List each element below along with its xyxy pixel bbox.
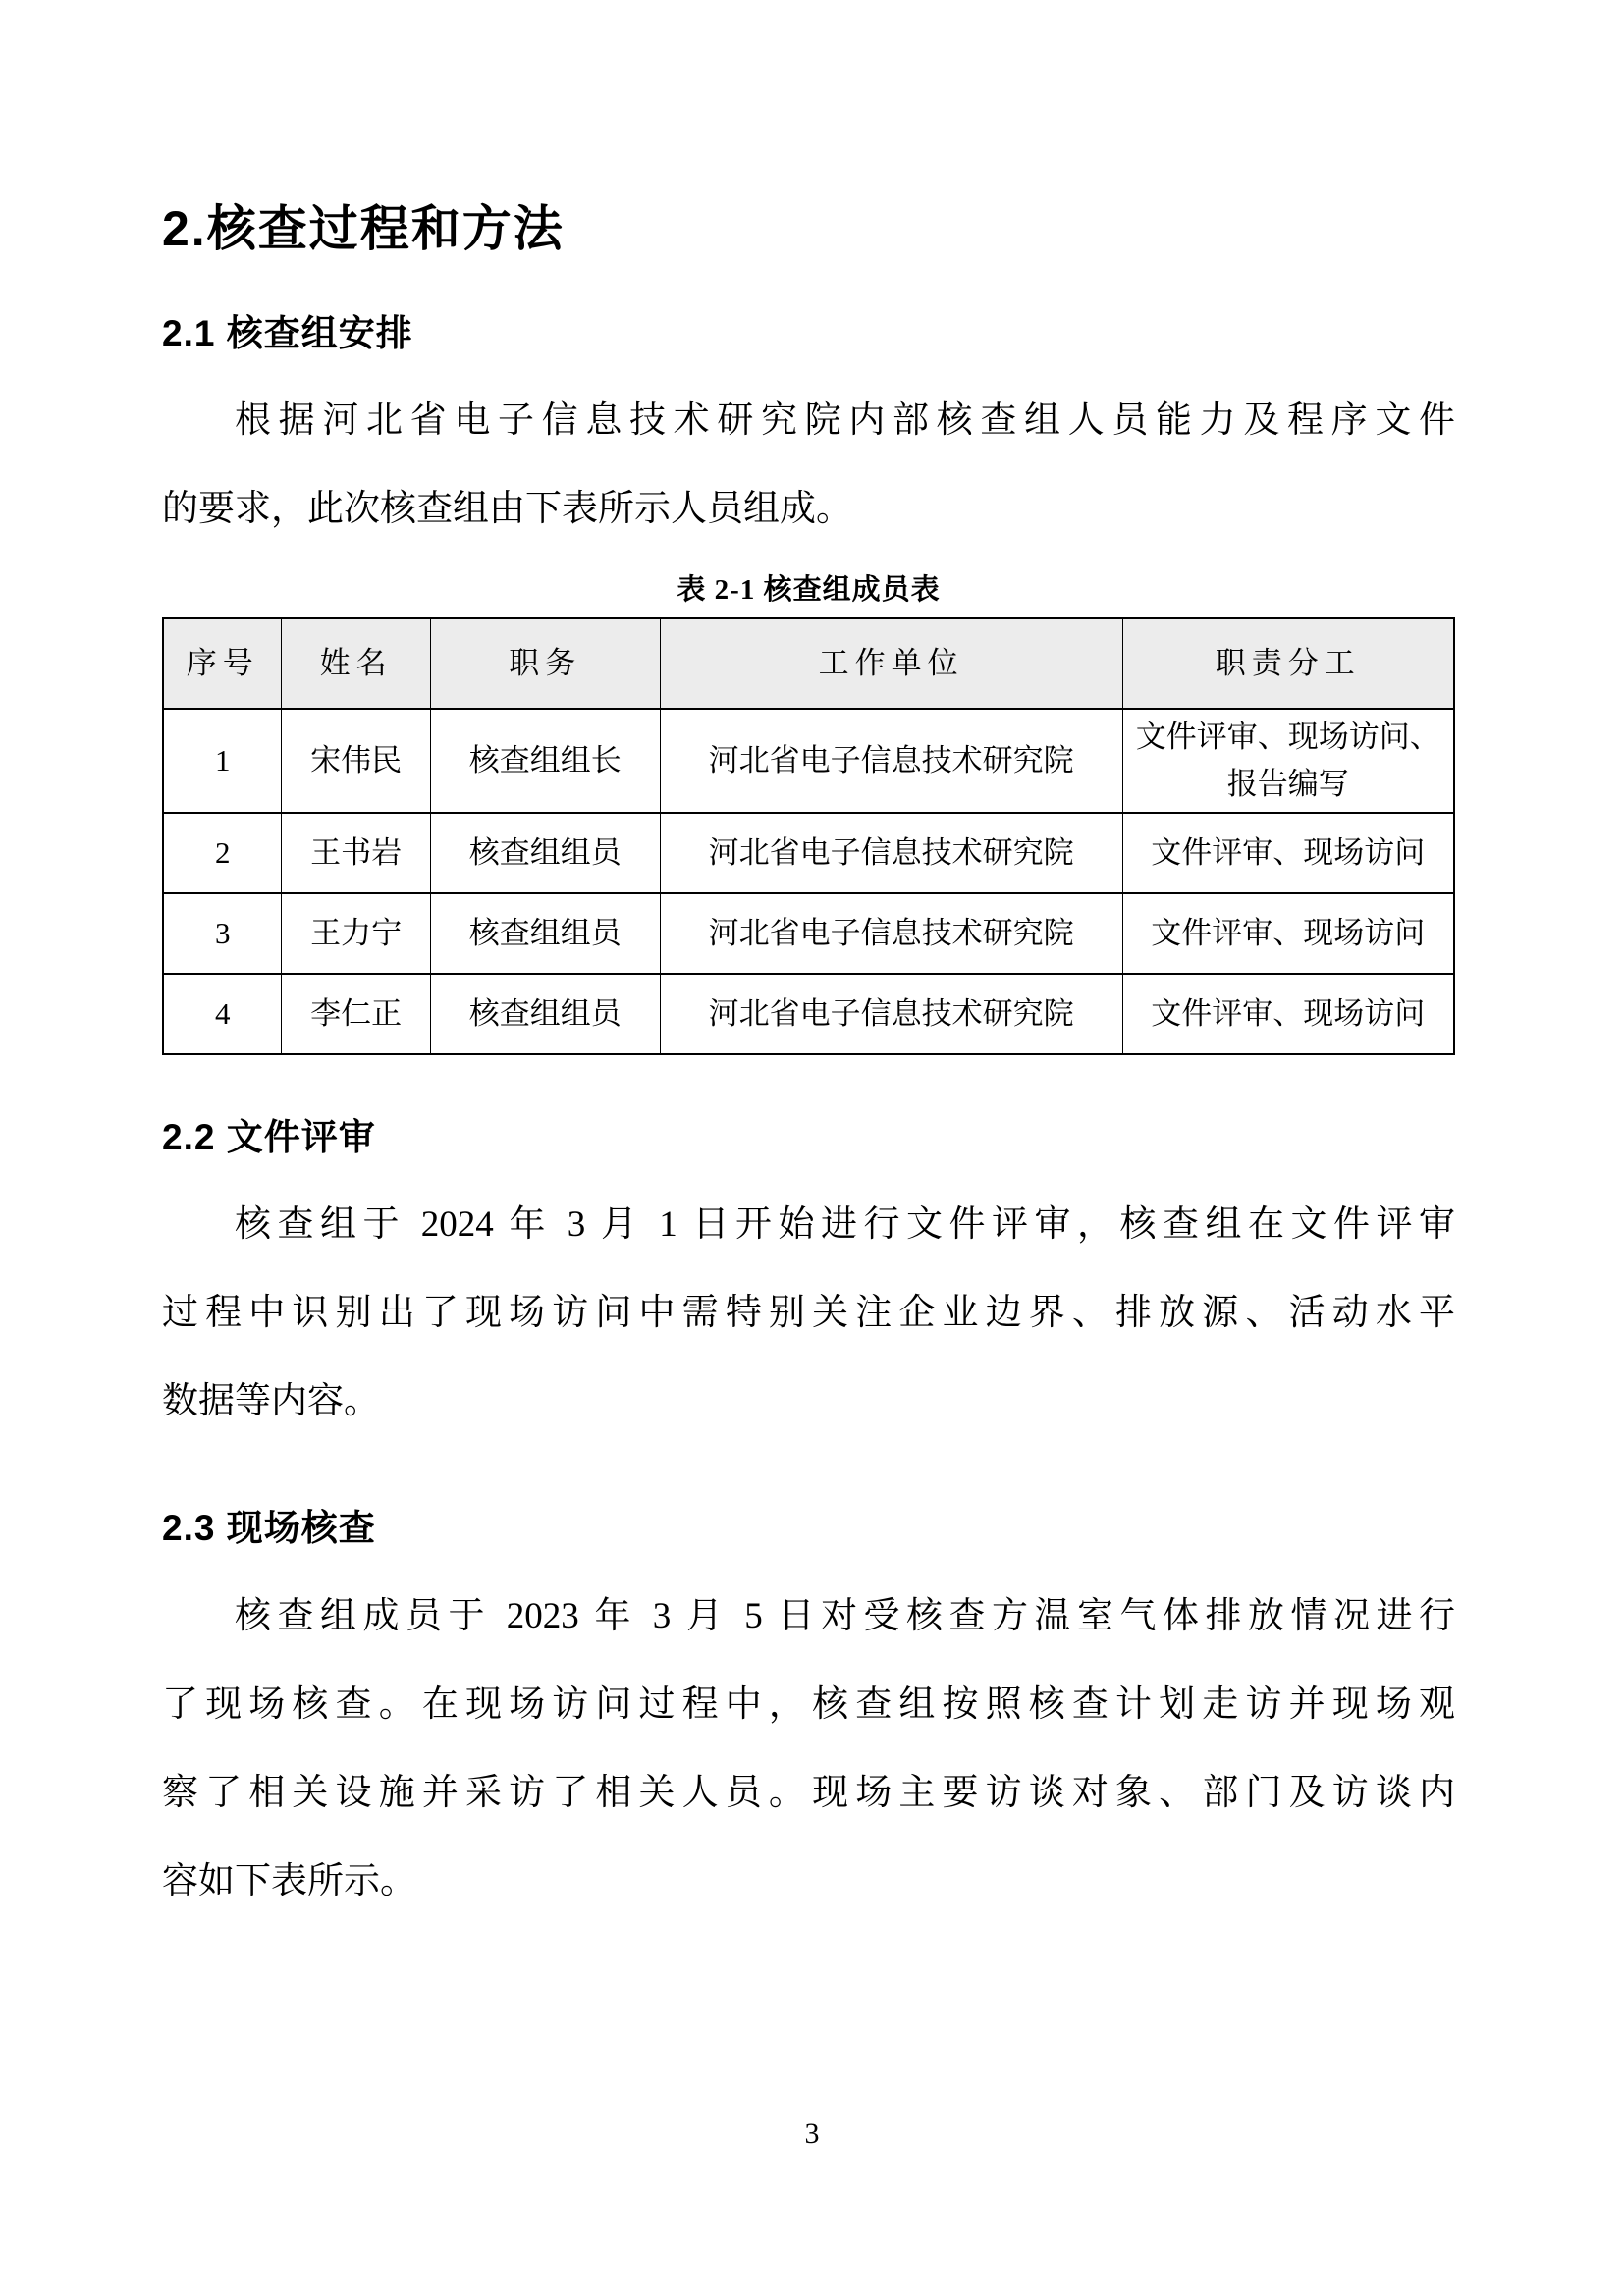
paragraph-line: 数据等内容。 [162, 1381, 380, 1422]
paragraph-line: 过程中识别出了现场访问中需特别关注企业边界、排放源、活动水平 [162, 1293, 1455, 1334]
cell-index: 1 [163, 709, 282, 813]
paragraph-line: 核查组于 2024 年 3 月 1 日开始进行文件评审，核查组在文件评审 [235, 1204, 1455, 1246]
paragraph-line: 容如下表所示。 [162, 1860, 416, 1901]
page-number: 3 [804, 2117, 820, 2150]
cell-organization: 河北省电子信息技术研究院 [660, 893, 1122, 974]
cell-role: 核查组组长 [430, 709, 660, 813]
column-header-duties: 职责分工 [1122, 618, 1454, 709]
cell-index: 2 [163, 813, 282, 893]
paragraph [162, 377, 1455, 554]
paragraph [162, 1181, 1455, 1446]
table-caption: 表 2-1 核查组成员表 [677, 573, 941, 606]
column-header-role: 职务 [430, 618, 660, 709]
cell-duties: 文件评审、现场访问 [1122, 893, 1454, 974]
cell-organization: 河北省电子信息技术研究院 [660, 709, 1122, 813]
section-heading-2-3: 2.3 现场核查 [162, 1508, 376, 1549]
cell-index: 4 [163, 974, 282, 1054]
column-header-name: 姓名 [282, 618, 430, 709]
cell-name: 王力宁 [282, 893, 430, 974]
section-2-1 [162, 312, 1455, 1055]
table-row [163, 893, 1454, 974]
paragraph-line: 核查组成员于 2023 年 3 月 5 日对受核查方温室气体排放情况进行 [235, 1595, 1455, 1636]
cell-index: 3 [163, 893, 282, 974]
column-header-index: 序号 [163, 618, 282, 709]
cell-name: 王书岩 [282, 813, 430, 893]
cell-name: 李仁正 [282, 974, 430, 1054]
table-row [163, 709, 1454, 813]
section-2-3 [162, 1507, 1455, 1925]
paragraph-line: 察了相关设施并采访了相关人员。现场主要访谈对象、部门及访谈内 [162, 1772, 1455, 1813]
cell-name: 宋伟民 [282, 709, 430, 813]
section-heading-2-1: 2.1 核查组安排 [162, 312, 413, 353]
paragraph-line: 了现场核查。在现场访问过程中，核查组按照核查计划走访并现场观 [162, 1683, 1455, 1725]
cell-role: 核查组组员 [430, 813, 660, 893]
cell-duties: 文件评审、现场访问 [1122, 974, 1454, 1054]
table-header-row [163, 618, 1454, 709]
cell-role: 核查组组员 [430, 974, 660, 1054]
column-header-organization: 工作单位 [660, 618, 1122, 709]
cell-duties: 文件评审、现场访问 [1122, 813, 1454, 893]
paragraph [162, 1573, 1455, 1926]
table-row [163, 813, 1454, 893]
paragraph-line: 根据河北省电子信息技术研究院内部核查组人员能力及程序文件 [235, 400, 1455, 441]
section-heading-2-2: 2.2 文件评审 [162, 1116, 376, 1157]
cell-role: 核查组组员 [430, 893, 660, 974]
verification-team-table [162, 617, 1455, 1055]
cell-organization: 河北省电子信息技术研究院 [660, 813, 1122, 893]
section-2-2 [162, 1116, 1455, 1446]
cell-duties: 文件评审、现场访问、报告编写 [1122, 709, 1454, 813]
cell-organization: 河北省电子信息技术研究院 [660, 974, 1122, 1054]
page-title: 2.核查过程和方法 [162, 201, 565, 256]
table-row [163, 974, 1454, 1054]
paragraph-line: 的要求，此次核查组由下表所示人员组成。 [162, 488, 852, 529]
